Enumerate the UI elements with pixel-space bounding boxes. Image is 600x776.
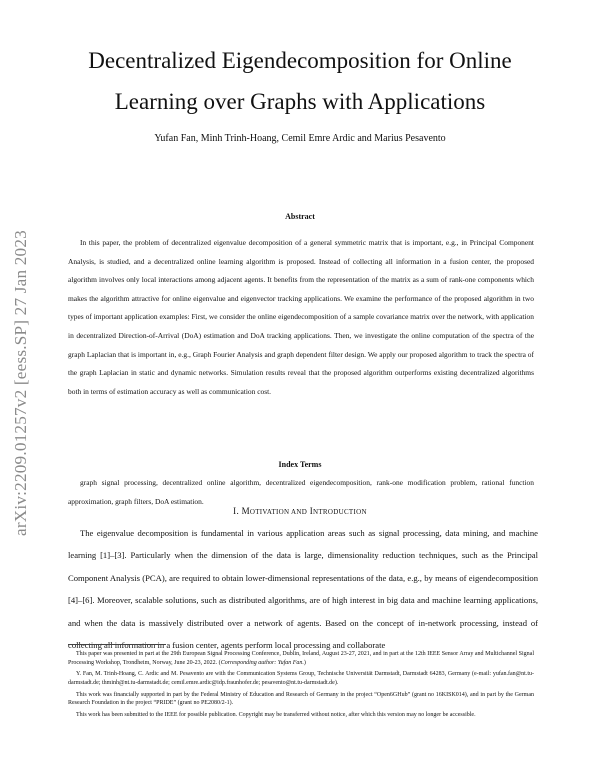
abstract-heading: Abstract	[285, 212, 315, 221]
abstract-body	[68, 234, 534, 401]
footnote-conference-end: )	[303, 659, 306, 666]
section-small-caps-1: OTIVATION AND	[249, 508, 308, 516]
abstract-text: In this paper, the problem of decentralized eigenvalue decomposition of a general symmetric matrix that is important, e.g., in Principal Component Analysis, is studied, and a decentralized online learning algorithm is proposed. Instead of collecting all information in a fusion center, the proposed algorithm involves only local interactions among adjacent agents. It benefits from the representation of the matrix as a sum of rank-one components which makes the algorithm attractive for online eigenvalue and eigenvector tracking applications. We examine the performance of the proposed algorithm in two types of important application examples: First, we consider the online eigendecomposition of a sample covariance matrix over the network, with application in decentralized Direction-of-Arrival (DoA) estimation and DoA tracking applications. Then, we investigate the online computation of the spectra of the graph Laplacian that is important in, e.g., Graph Fourier Analysis and graph dependent filter design. We apply our proposed algorithm to track the spectra of the graph Laplacian in static and dynamic networks. Simulation results reveal that the proposed algorithm outperforms existing decentralized algorithms both in terms of estimation accuracy as well as communication cost.	[68, 238, 534, 396]
section-number: I.	[233, 506, 239, 516]
arxiv-sidebar	[8, 206, 34, 560]
footnote-rule	[68, 644, 166, 645]
footnote-corresponding-author: Corresponding author: Yufan Fan.	[220, 659, 304, 666]
arxiv-identifier: arXiv:2209.01257v2 [eess.SP] 27 Jan 2023	[11, 230, 30, 536]
section-small-caps-2: NTRODUCTION	[313, 508, 367, 516]
section-heading	[40, 506, 560, 516]
title-line-1: Decentralized Eigendecomposition for Online	[88, 48, 512, 73]
author-list: Yufan Fan, Minh Trinh-Hoang, Cemil Emre Ardic and Marius Pesavento	[154, 133, 446, 144]
footnote-conference	[68, 650, 534, 667]
footnotes	[68, 650, 534, 720]
section-cap-1: M	[241, 506, 250, 516]
footnote-funding: This work was financially supported in part by the Federal Ministry of Education and Research of Germany in the project “Open6GHub” (grant no 16KISK014), and in part by the German Research Foundation in the project “PRIDE” (grant no PE2080/2-1).	[68, 691, 534, 707]
section-cap-2: I	[309, 506, 313, 516]
paper-title	[40, 40, 560, 122]
introduction-text: The eigenvalue decomposition is fundamental in various application areas such as signal processing, data mining, and machine learning [1]–[3]. Particularly when the dimension of the data is large, dimensionality reduction techniques, such as the Principal Component Analysis (PCA), are required to obtain lower-dimensional representations of the data, e.g., by means of eigendecomposition [4]–[6]. Moreover, scalable solutions, such as distributed algorithms, are of high interest in big data and machine learning applications, and when the data is massively distributed over a network of agents. Based on the concept of in-network processing, instead of collecting all information in a fusion center, agents perform local processing and collaborate	[68, 528, 538, 651]
index-terms-text: graph signal processing, decentralized online algorithm, decentralized eigendecomposition, rank-one modification problem, rational function approximation, graph filters, DoA estimation.	[68, 478, 534, 506]
index-terms-heading: Index Terms	[278, 460, 322, 469]
footnote-affiliation: Y. Fan, M. Trinh-Hoang, C. Ardic and M. Pesavento are with the Communication Systems Group, Technische Universität Darmstadt, Darmstadt 64283, Germany (e-mail: yufan.fan@nt.tu-darmstadt.de; thminh@nt.tu-darmstadt.de; cemil.emre.ardic@idp.fraunhofer.de; pesavento@nt.tu-darmstadt.de).	[68, 671, 534, 686]
footnote-submission: This work has been submitted to the IEEE for possible publication. Copyright may be transferred without notice, after which this version may no longer be accessible.	[76, 712, 476, 719]
introduction-body	[68, 522, 538, 656]
footnote-conference-text: This paper was presented in part at the 29th European Signal Processing Conference, Dublin, Ireland, August 23-27, 2021, and in part at the 12th IEEE Sensor Array and Multichannel Signal Processing Workshop, Trondheim, Norway, June 20-23, 2022. (	[68, 651, 534, 666]
title-line-2: Learning over Graphs with Applications	[114, 89, 486, 114]
